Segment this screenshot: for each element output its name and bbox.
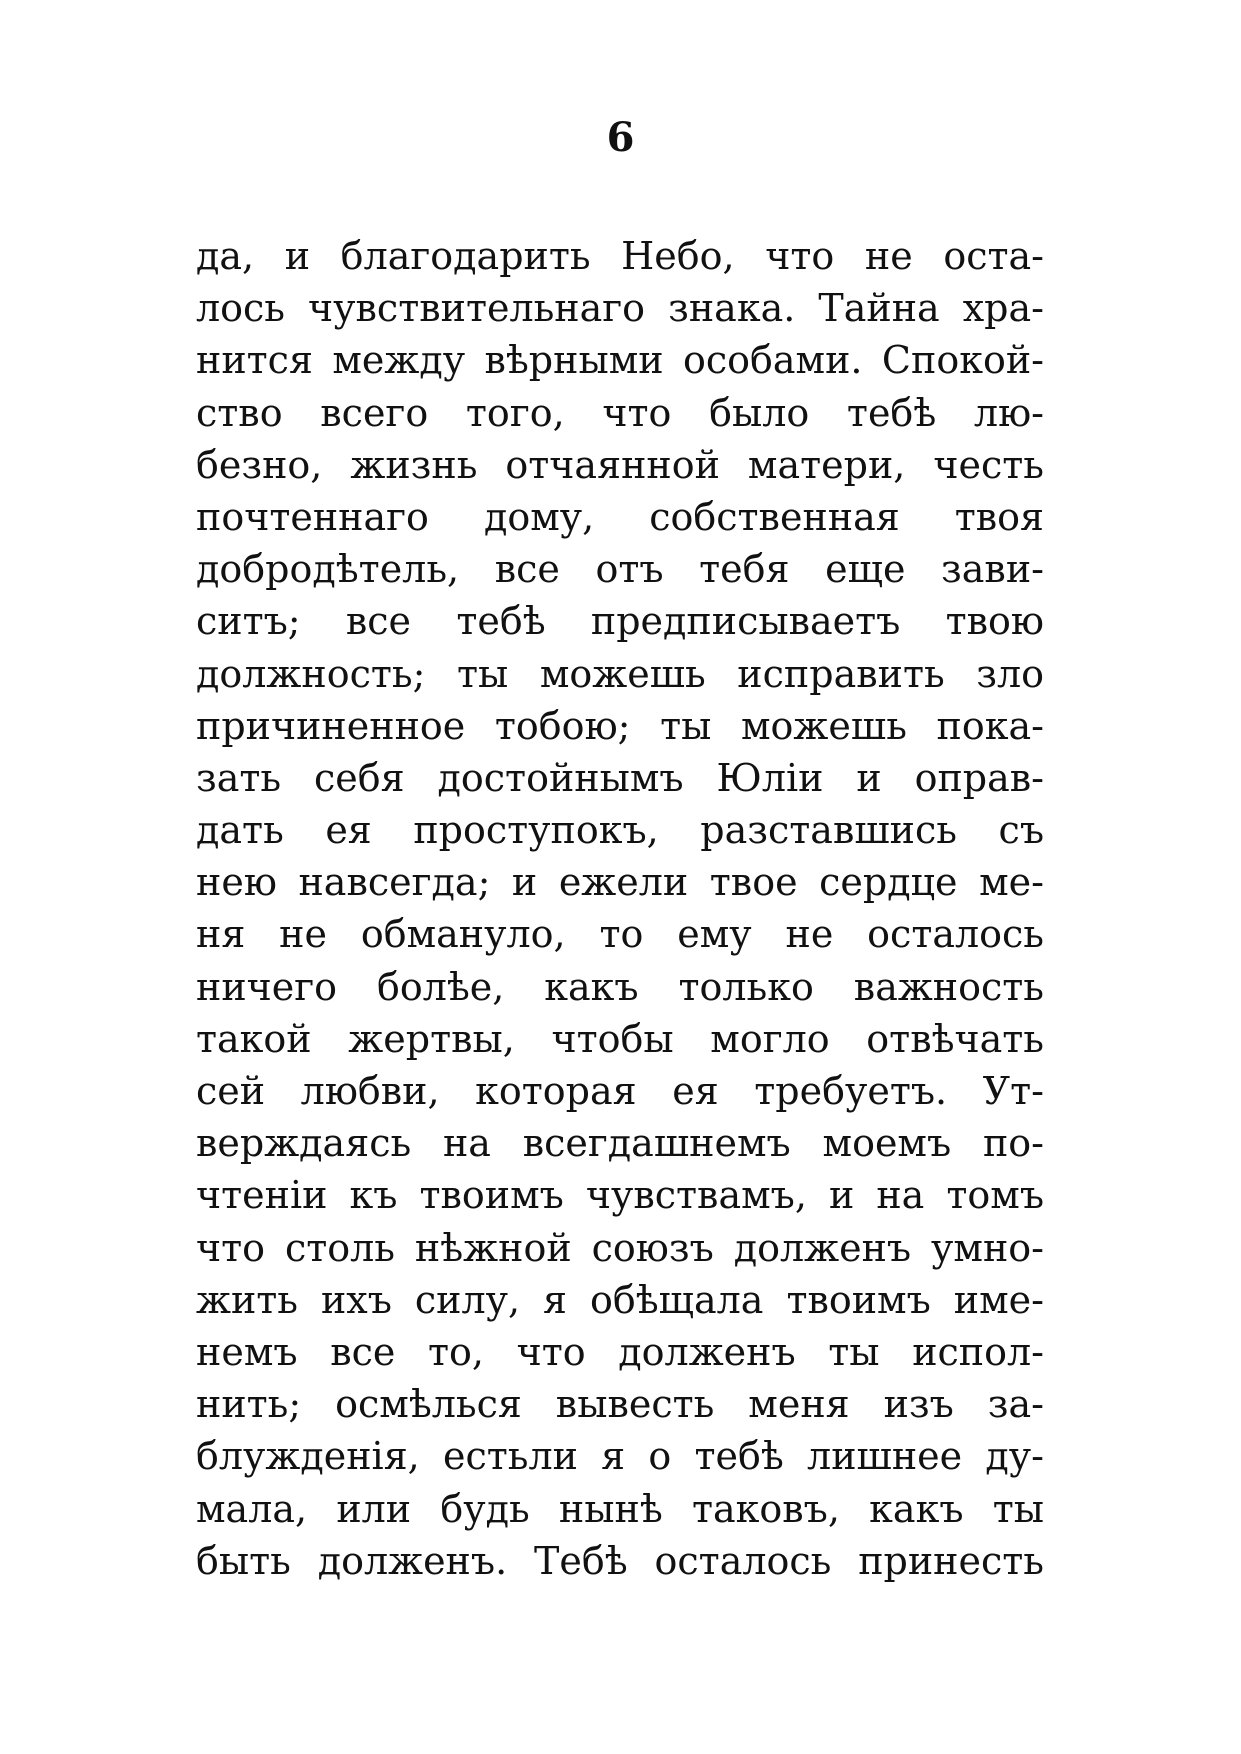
text-line: добродѣтель, все отъ тебя еще зави- [196, 547, 1044, 592]
text-line: мала, или будь нынѣ таковъ, какъ ты [196, 1486, 1044, 1531]
text-line: жить ихъ силу, я обѣщала твоимъ име- [196, 1277, 1044, 1322]
text-line: почтеннаго дому, собственная твоя [196, 494, 1044, 539]
text-line: чтеніи къ твоимъ чувствамъ, и на томъ [196, 1173, 1044, 1218]
text-line: дать ея проступокъ, разставшись съ [196, 808, 1044, 853]
text-line: причиненное тобою; ты можешь пока- [196, 703, 1044, 748]
text-line: ство всего того, что было тебѣ лю- [196, 390, 1044, 435]
body-text [196, 230, 1044, 1587]
text-line: нится между вѣрными особами. Спокой- [196, 338, 1044, 383]
text-line: что столь нѣжной союзъ долженъ умно- [196, 1225, 1044, 1270]
text-line: должность; ты можешь исправить зло [196, 651, 1044, 696]
text-line: верждаясь на всегдашнемъ моемъ по- [196, 1121, 1044, 1166]
text-line: немъ все то, что долженъ ты испол- [196, 1329, 1044, 1374]
text-line: быть долженъ. Тебѣ осталось принесть [196, 1538, 1044, 1583]
text-line: такой жертвы, чтобы могло отвѣчать [196, 1016, 1044, 1061]
text-line: ня не обмануло, то ему не осталось [196, 912, 1044, 957]
text-line: ничего болѣе, какъ только важность [196, 964, 1044, 1009]
text-line: зать себя достойнымъ Юліи и оправ- [196, 755, 1044, 800]
text-line: ситъ; все тебѣ предписываетъ твою [196, 599, 1044, 644]
text-line: нить; осмѣлься вывесть меня изъ за- [196, 1382, 1044, 1427]
text-line: лось чувствительнаго знака. Тайна хра- [196, 286, 1044, 331]
text-line: нею навсегда; и ежели твое сердце ме- [196, 860, 1044, 905]
page-number: 6 [606, 114, 635, 161]
text-line: блужденія, естьли я о тебѣ лишнее ду- [196, 1434, 1044, 1479]
text-line: да, и благодарить Небо, что не оста- [196, 234, 1044, 278]
text-line: безно, жизнь отчаянной матери, честь [196, 442, 1044, 487]
text-line: сей любви, которая ея требуетъ. Ут- [196, 1069, 1044, 1113]
